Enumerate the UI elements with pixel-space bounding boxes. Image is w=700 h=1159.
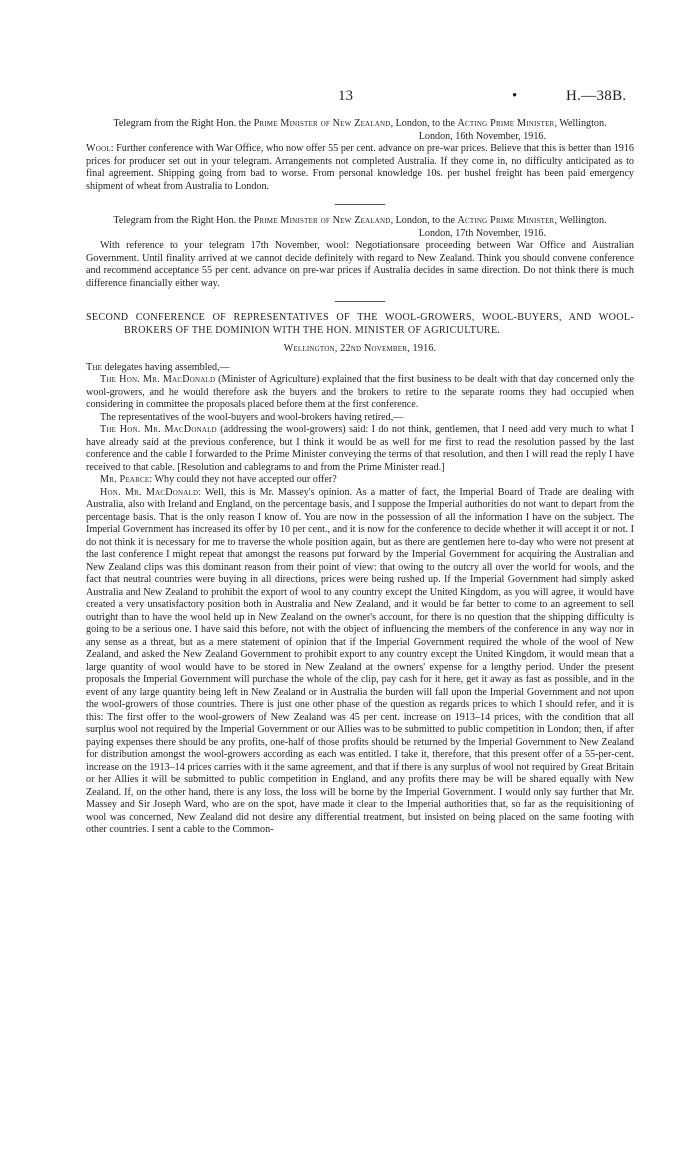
section-divider bbox=[335, 301, 385, 302]
telegram-1-dateline: London, 16th November, 1916. bbox=[418, 130, 546, 142]
telegram-2-dateline: London, 17th November, 1916. bbox=[418, 227, 546, 239]
conference-paragraph: Mr. Pearce: Why could they not have accepted our offer? bbox=[100, 474, 337, 485]
telegram-2-body: With reference to your telegram 17th November, wool: Negotiationsare proceeding between War Office and Australian Government. Until finality arrived at we cannot decide definitely with regard to New Zealand. Think you should convene conference and recommend acceptance 55 per cent. advance on pre-war prices if Australia decides in same direction. Do not think there is much difference financially either way. bbox=[86, 240, 634, 289]
telegram-1-heading: Telegram from the Right Hon. the Prime Minister of New Zealand, London, to the Acting Prime Minister, Wellington. bbox=[113, 118, 607, 129]
section-divider bbox=[335, 204, 385, 205]
header-bullet: • bbox=[512, 88, 518, 104]
conference-place-date: Wellington, 22nd November, 1916. bbox=[283, 343, 437, 354]
page-number: 13 bbox=[338, 88, 353, 104]
telegram-1-body: Wool: Further conference with War Office, who now offer 55 per cent. advance on pre-war prices. Believe that this is better than 1916 prices for producer set out in your telegram. Arrangements not completed Australia. If they come in, no difficulty anticipated as to final agreement. Shipping going from bad to worse. From personal knowledge 10s. per bushel freight has been paid emergency shipment of wheat from Australia to London. bbox=[86, 143, 634, 192]
conference-paragraph: The representatives of the wool-buyers and wool-brokers having retired,— bbox=[100, 411, 404, 423]
telegram-2-heading: Telegram from the Right Hon. the Prime Minister of New Zealand, London, to the Acting Prime Minister, Wellington. bbox=[113, 215, 607, 226]
conference-title: SECOND CONFERENCE OF REPRESENTATIVES OF THE WOOL-GROWERS, WOOL-BUYERS, AND WOOL-BROKERS OF THE DOMINION WITH THE HON. MINISTER OF AGRICULTURE. bbox=[86, 312, 634, 336]
conference-paragraph: Hon. Mr. MacDonald: Well, this is Mr. Massey's opinion. As a matter of fact, the Imperial Board of Trade are dealing with Australia, also with Ireland and England, on the percentage basis, and I suppose the Imperial authorities do not want to depart from the percentage basis. That is the only reason I know of. You are now in the possession of all the information I have on the subject. The Imperial Government has increased its offer by 10 per cent., and it is now for the conference to decide whether it will accept it or not. I do not think it is necessary for me to traverse the whole position again, but as there are gentlemen here to-day who were not present at the last conference I might repeat that amongst the reasons put forward by the Imperial Government for acquiring the Australian and New Zealand clips was this dominant reason from their point of view: that owing to the outcry all over the world for wools, and the fact that neutral countries were buying in all directions, prices were being rushed up. If the Imperial Government had simply asked Australia and New Zealand to prohibit the export of wool to any country except the United Kingdom, as you will agree, it would have created a very unsatisfactory position both in Australia and New Zealand, and it would be far better to come to an agreement to sell outright than to have the wool held up in New Zealand on the owner's account, for there is no question that the shipping difficulty is going to be a serious one. I have said this before, not with the object of influencing the members of the conference in any way nor in any sense as a threat, but as a mere statement of opinion that if the Imperial Government required the whole of the wool of New Zealand, and asked the New Zealand Government to prohibit export to any country except the United Kingdom, it would mean that a large quantity of wool would have to be stored in New Zealand at the owners' expense for a lengthy period. Under the present proposals the Imperial Government will purchase the whole of the clip, pay cash for it here, get it away as fast as possible, and in the event of any large quantity being left in New Zealand or in Australia the burden will fall upon the Imperial Government and not upon the wool-growers of those countries. There is just one other phase of the question as regards prices to which I should refer, and it is this: The first offer to the wool-growers of New Zealand was 45 per cent. increase on 1913–14 prices, with the condition that all surplus wool not required by the Imperial Government or our Allies was to be submitted to public competition in London; then, if after paying expenses there should be any profits, one-half of those profits should be returned by the Imperial Government to New Zealand for distribution amongst the wool-growers according as each was entitled. I take it, therefore, that this present offer of a 55-per-cent. increase on the 1913–14 prices carries with it the same agreement, and that if there is any surplus of wool not required by Great Britain or her Allies it will be submitted to public competition in England, and any profits there may be will be shared equally with New Zealand. If, on the other hand, there is any loss, the loss will be borne by the Imperial Government. I would only say further that Mr. Massey and Sir Joseph Ward, who are on the spot, have made it clear to the Imperial authorities that, so far as the requisitioning of wool was concerned, New Zealand did not desire any differential treatment, but insisted on being placed on the same footing with other countries. I sent a cable to the Common- bbox=[86, 486, 634, 835]
conference-paragraph: The delegates having assembled,— bbox=[86, 361, 230, 373]
conference-paragraph: The Hon. Mr. MacDonald (addressing the wool-growers) said: I do not think, gentlemen, that I need add very much to what I have already said at the previous conference, but I think it would be as well for me first to read the resolution passed by the last conference and the cable I forwarded to the Prime Minister conveying the terms of that resolution, and then I will read the reply I have received to that cable. [Resolution and cablegrams to and from the Prime Minister read.] bbox=[86, 424, 634, 473]
page-body bbox=[86, 118, 634, 837]
document-reference: H.—38B. bbox=[566, 88, 627, 104]
conference-paragraph: The Hon. Mr. MacDonald (Minister of Agriculture) explained that the first business to be dealt with that day concerned only the wool-growers, and he would therefore ask the buyers and the brokers to retire to the separate rooms they had occupied when considering in committee the proposals placed before them at the first conference. bbox=[86, 374, 634, 410]
